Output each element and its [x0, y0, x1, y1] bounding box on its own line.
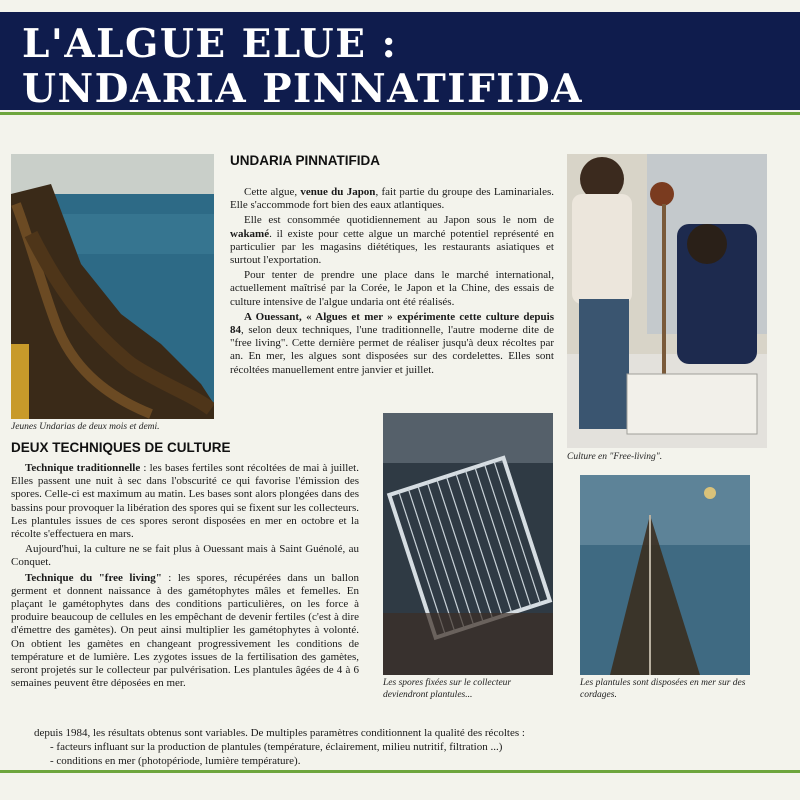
technique-traditional-note: Aujourd'hui, la culture ne se fait plus à Ouessant mais à Saint Guénolé, au Conquet.	[11, 543, 359, 569]
photo-young-undarias	[11, 154, 214, 419]
section-title-techniques: DEUX TECHNIQUES DE CULTURE	[11, 440, 231, 455]
section-title-undaria: UNDARIA PINNATIFIDA	[230, 153, 380, 168]
bottom-divider	[0, 770, 800, 773]
section1-paragraph-1: Cette algue, venue du Japon, fait partie du groupe des Laminariales. Elle s'accommode fort bien des eaux atlantiques.	[230, 186, 554, 212]
photo-plantules-rope	[580, 475, 750, 675]
section1-paragraph-2: Elle est consommée quotidiennement au Japon sous le nom de wakamé. il existe pour cette algue un marché potentiel représenté en particulier par les magasins diététiques, les restaurants asiatiques et surtout l'exportation.	[230, 214, 554, 267]
top-divider	[0, 112, 800, 115]
technique-free-living: Technique du "free living" : les spores, récupérées dans un ballon germent et donnent naissance à des gamétophytes mâles et femelles. En plaçant le gamétophytes dans des conditions particulières, on les force à produire beaucoup de cellules en les empêchant de devenir fertiles (c'est à dire d'émettre des gamètes). On peut ainsi multiplier les gamétophytes à volonté. On obtient les gamètes en changeant progressivement les conditions de température et de lumière. Les zygotes issues de la fertilisation des gamètes, seront projetés sur le collecteur par pulvérisation. Les plantules âgées de 4 à 6 semaines peuvent être déposées en mer.	[11, 571, 359, 690]
caption-photo3: Les spores fixées sur le collecteur deviendront plantules...	[383, 678, 512, 700]
photo-free-living-culture	[567, 154, 767, 448]
technique-traditional: Technique traditionnelle : les bases fertiles sont récoltées de mai à juillet. Elles passent une nuit à sec dans l'obscurité ce qui favorise l'émission des spores. Celle-ci est maximum au matin. Les bases sont alors plongées dans des bassins pour provoquer la libération des spores qui se fixent sur les collecteurs. Les plantules issues de ces spores seront disposées en mer en octobre et la récolte s'effectuera en mars.	[11, 462, 359, 541]
results-item-2: - conditions en mer (photopériode, lumière température).	[50, 755, 301, 767]
caption-photo1: Jeunes Undarias de deux mois et demi.	[11, 422, 160, 432]
caption-photo4: Les plantules sont disposées en mer sur des cordages.	[580, 678, 746, 700]
photo-spore-collector	[383, 413, 553, 675]
section1-paragraph-4: A Ouessant, « Algues et mer » expérimente cette culture depuis 84, selon deux techniques, l'une traditionnelle, l'autre moderne dite de "free living". Cette dernière permet de réaliser jusqu'à deux récoltes par an. En mer, les algues sont disposées sur des cordelettes. Elles sont récoltées manuellement entre janvier et juillet.	[230, 310, 554, 376]
section1-paragraph-3: Pour tenter de prendre une place dans le marché international, actuellement maîtrisé par la Corée, le Japon et la Chine, des essais de culture intensive de l'algue undaria ont été réalisés.	[230, 269, 554, 308]
page-title: L'ALGUE ELUE : UNDARIA PINNATIFIDA	[22, 21, 583, 112]
section1-body	[230, 186, 554, 379]
title-banner	[0, 12, 800, 110]
caption-photo2: Culture en "Free-living".	[567, 452, 663, 462]
section2-body	[11, 462, 359, 692]
results-item-1: - facteurs influant sur la production de plantules (température, éclairement, milieu nutritif, filtration ...)	[50, 741, 503, 753]
results-summary	[34, 726, 594, 768]
results-intro: depuis 1984, les résultats obtenus sont variables. De multiples paramètres conditionnent la qualité des récoltes :	[34, 727, 525, 739]
